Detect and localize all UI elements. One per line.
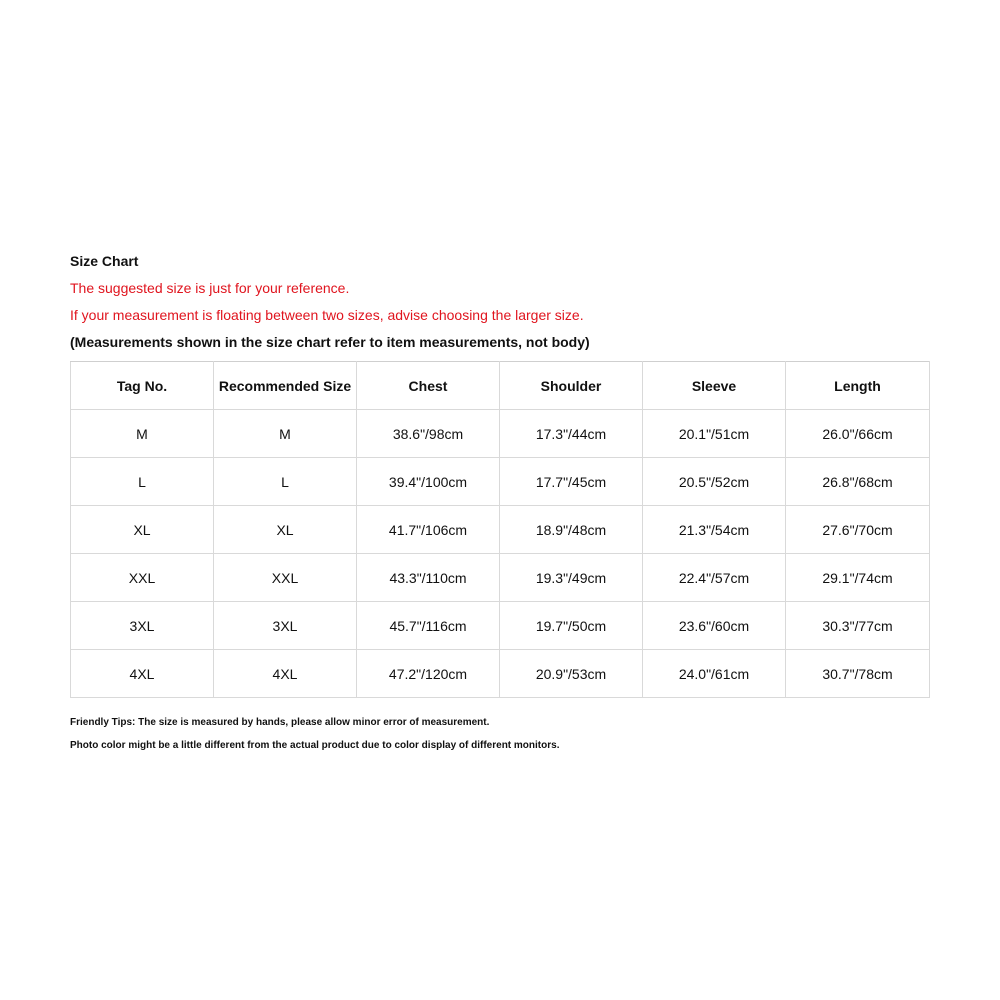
cell-chest: 47.2"/120cm [357, 650, 500, 698]
cell-chest: 39.4"/100cm [357, 458, 500, 506]
cell-length: 27.6"/70cm [786, 506, 930, 554]
cell-sleeve: 24.0"/61cm [643, 650, 786, 698]
cell-length: 30.7"/78cm [786, 650, 930, 698]
page-title: Size Chart [70, 253, 139, 269]
cell-sleeve: 22.4"/57cm [643, 554, 786, 602]
header-length: Length [786, 362, 930, 410]
cell-shoulder: 19.3"/49cm [500, 554, 643, 602]
table-header-row [71, 362, 930, 410]
header-shoulder: Shoulder [500, 362, 643, 410]
cell-tag-no: L [71, 458, 214, 506]
cell-tag-no: 3XL [71, 602, 214, 650]
cell-sleeve: 23.6"/60cm [643, 602, 786, 650]
cell-shoulder: 20.9"/53cm [500, 650, 643, 698]
cell-sleeve: 21.3"/54cm [643, 506, 786, 554]
size-table-body [71, 410, 930, 698]
cell-tag-no: 4XL [71, 650, 214, 698]
cell-recommended-size: XL [214, 506, 357, 554]
cell-shoulder: 19.7"/50cm [500, 602, 643, 650]
cell-sleeve: 20.5"/52cm [643, 458, 786, 506]
tip-photo-color: Photo color might be a little different from the actual product due to color display of different monitors. [70, 740, 560, 751]
cell-tag-no: XL [71, 506, 214, 554]
header-chest: Chest [357, 362, 500, 410]
header-recommended-size: Recommended Size [214, 362, 357, 410]
size-table-header [71, 362, 930, 410]
header-tag-no: Tag No. [71, 362, 214, 410]
table-row [71, 602, 930, 650]
friendly-tips [70, 716, 930, 762]
cell-recommended-size: L [214, 458, 357, 506]
cell-chest: 45.7"/116cm [357, 602, 500, 650]
table-row [71, 506, 930, 554]
cell-chest: 43.3"/110cm [357, 554, 500, 602]
size-chart-header [70, 252, 930, 353]
cell-length: 26.0"/66cm [786, 410, 930, 458]
cell-shoulder: 17.3"/44cm [500, 410, 643, 458]
table-row [71, 458, 930, 506]
cell-shoulder: 18.9"/48cm [500, 506, 643, 554]
cell-tag-no: XXL [71, 554, 214, 602]
cell-length: 26.8"/68cm [786, 458, 930, 506]
cell-recommended-size: XXL [214, 554, 357, 602]
cell-shoulder: 17.7"/45cm [500, 458, 643, 506]
cell-sleeve: 20.1"/51cm [643, 410, 786, 458]
cell-tag-no: M [71, 410, 214, 458]
cell-length: 30.3"/77cm [786, 602, 930, 650]
tip-measured-by-hand: Friendly Tips: The size is measured by hands, please allow minor error of measurement. [70, 717, 490, 728]
cell-chest: 41.7"/106cm [357, 506, 500, 554]
cell-recommended-size: 3XL [214, 602, 357, 650]
header-sleeve: Sleeve [643, 362, 786, 410]
cell-recommended-size: M [214, 410, 357, 458]
size-table [70, 361, 930, 698]
reference-note: The suggested size is just for your reference. [70, 280, 350, 296]
table-row [71, 650, 930, 698]
table-row [71, 554, 930, 602]
cell-length: 29.1"/74cm [786, 554, 930, 602]
cell-recommended-size: 4XL [214, 650, 357, 698]
table-row [71, 410, 930, 458]
measurement-note: (Measurements shown in the size chart refer to item measurements, not body) [70, 334, 590, 350]
larger-size-note: If your measurement is floating between two sizes, advise choosing the larger size. [70, 307, 584, 323]
cell-chest: 38.6"/98cm [357, 410, 500, 458]
